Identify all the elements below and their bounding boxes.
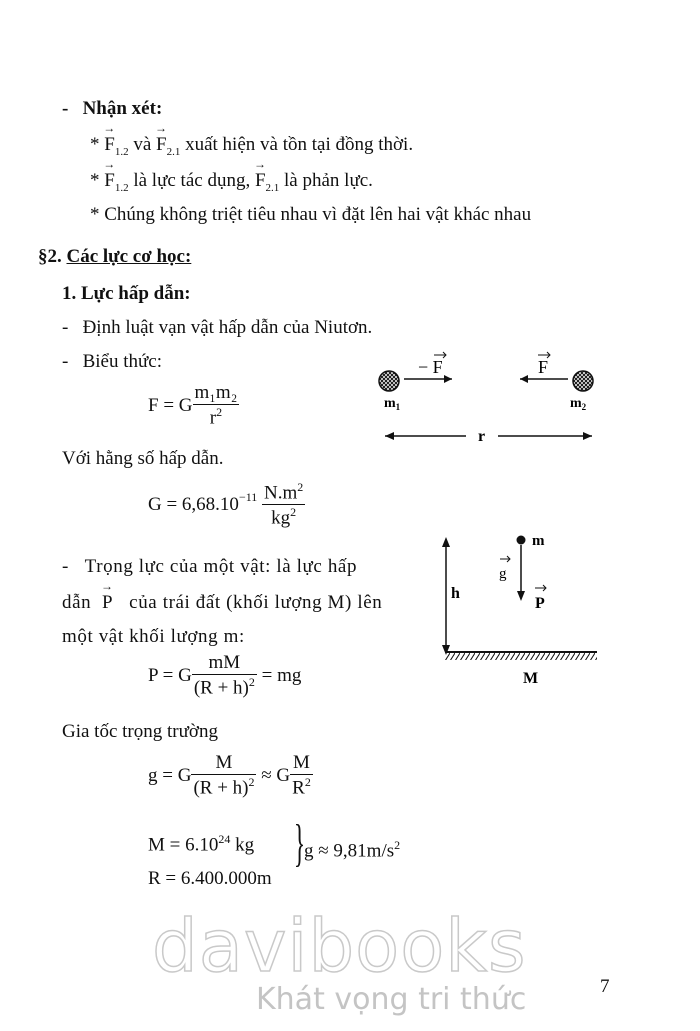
weight-line-3: một vật khối lượng m: — [62, 626, 245, 647]
star: * — [90, 170, 100, 191]
remark-line-1 — [90, 134, 413, 158]
expression-line — [62, 351, 162, 373]
mass-label: m — [532, 533, 545, 549]
formula-lhs: g = G — [148, 764, 192, 786]
formula-constant — [148, 480, 305, 530]
bullet: - — [62, 351, 69, 372]
force-vector: → F — [156, 134, 167, 156]
remark-line-3: * Chúng không triệt tiêu nhau vì đặt lên hai vật khác nhau — [90, 204, 532, 225]
fraction — [192, 652, 257, 699]
weight-text: dẫn — [62, 592, 92, 613]
given-values — [148, 822, 272, 896]
weight-diagram — [425, 525, 605, 690]
weight-line-1 — [62, 556, 357, 578]
remark-text: là phản lực. — [284, 170, 373, 191]
brace: } — [293, 815, 306, 872]
force-vector: → F — [255, 170, 266, 192]
law-line — [62, 317, 372, 339]
denominator: $r^2$ — [209, 405, 223, 429]
mass-point — [517, 536, 526, 545]
numerator: $N.m^2$ — [264, 480, 304, 504]
numerator: m₁m₂ — [194, 382, 238, 403]
expression-label: Biểu thức: — [82, 351, 163, 372]
radius-value: R = 6.400.000m — [148, 868, 272, 890]
denominator: $(R + h)^2$ — [193, 775, 255, 799]
force-label: F — [538, 357, 549, 377]
exponent: −11 — [238, 490, 258, 505]
constant-label: Với hằng số hấp dẫn. — [62, 448, 224, 469]
section-number: §2. — [38, 246, 62, 267]
remark-text: xuất hiện và tồn tại đồng thời. — [185, 134, 414, 155]
force-vector: → F — [104, 170, 115, 192]
formula-lhs: P = G — [148, 664, 192, 686]
mass-value: $M = 6.10^{24}$ kg — [148, 832, 255, 856]
formula-gravitation — [148, 382, 239, 429]
neg-force-label: − F — [418, 357, 443, 377]
mass-2-label: $m_2$ — [570, 396, 587, 412]
star: * — [90, 134, 100, 155]
formula-rhs: = mg — [261, 664, 302, 686]
fraction — [191, 752, 256, 799]
weight-text: Trọng lực của một vật: là lực hấp — [84, 556, 358, 577]
height-label: h — [451, 585, 460, 602]
force-subscript: 2.1 — [166, 145, 181, 158]
section-title: Các lực cơ học: — [66, 246, 192, 267]
page-number: 7 — [600, 976, 610, 997]
numerator: M — [290, 752, 313, 775]
numerator: M — [191, 752, 256, 775]
distance-label: r — [478, 428, 486, 445]
sub-heading: 1. Lực hấp dẫn: — [62, 283, 191, 304]
fraction — [193, 382, 240, 429]
g-vector-label: g — [499, 566, 507, 582]
force-vector: → F — [104, 134, 115, 156]
mass-2-ball — [573, 371, 593, 391]
weight-line-2 — [62, 592, 382, 614]
weight-vector: → P — [102, 592, 113, 614]
denominator: $R^2$ — [292, 775, 311, 799]
formula-lhs: F = G — [148, 394, 193, 416]
remark-line-2 — [90, 170, 373, 194]
force-subscript: 2.1 — [265, 181, 280, 194]
remark-heading — [62, 98, 162, 120]
weight-text: của trái đất (khối lượng M) lên — [129, 592, 383, 613]
gravity-label: Gia tốc trọng trường — [62, 721, 218, 742]
formula-weight — [148, 652, 301, 699]
watermark-slogan: Khát vọng tri thức — [256, 982, 527, 1017]
bullet: - — [62, 556, 69, 577]
weight-vector-label: P — [535, 595, 545, 612]
gravity-result: $g \approx 9,81m/s^2$ — [304, 838, 401, 862]
bullet: - — [62, 317, 69, 338]
earth-mass-label: M — [523, 670, 539, 687]
approx-sign: ≈ G — [261, 764, 291, 786]
mass-1-label: $m_1$ — [384, 396, 401, 412]
section-heading — [38, 246, 191, 268]
force-subscript: 1.2 — [114, 145, 129, 158]
remark-text: là lực tác dụng, — [133, 170, 251, 191]
remark-title: Nhận xét: — [82, 98, 163, 119]
force-subscript: 1.2 — [114, 181, 129, 194]
ground-hatch — [445, 652, 597, 660]
watermark-brand: davibooks — [152, 904, 527, 988]
formula-gravity — [148, 752, 313, 799]
formula-lhs: G = 6,68.10 — [148, 493, 239, 515]
fraction — [290, 752, 313, 799]
conjunction: và — [133, 134, 152, 155]
mass-1-ball — [379, 371, 399, 391]
denominator: $kg^2$ — [271, 505, 297, 529]
bullet: - — [62, 98, 69, 119]
numerator: mM — [192, 652, 257, 675]
denominator: $(R + h)^2$ — [193, 675, 255, 699]
fraction — [262, 480, 305, 530]
law-text: Định luật vạn vật hấp dẫn của Niutơn. — [82, 317, 373, 338]
gravitation-diagram — [370, 345, 610, 455]
